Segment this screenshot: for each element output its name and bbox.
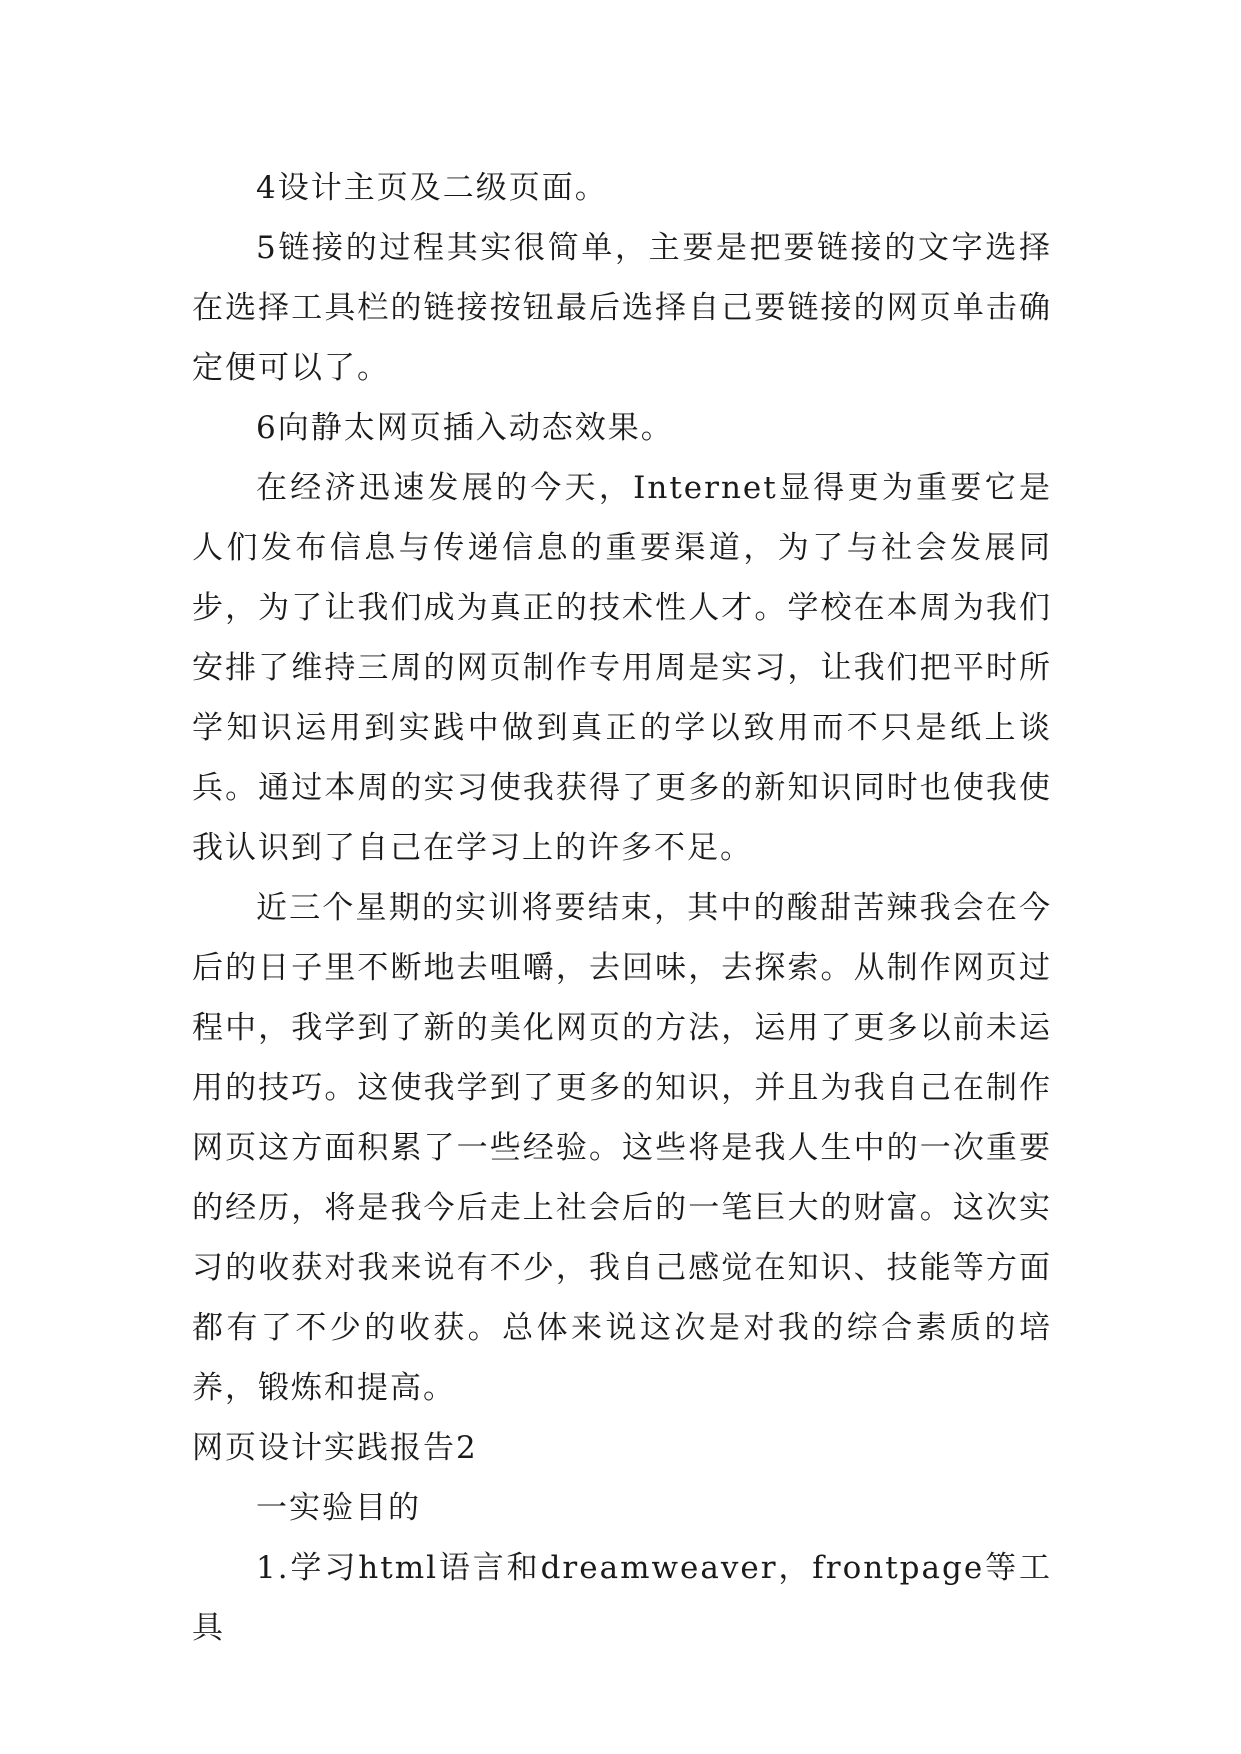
paragraph-step-4: 4设计主页及二级页面。 [256,170,608,206]
document-body [192,158,1052,1658]
paragraph-step-5: 5链接的过程其实很简单，主要是把要链接的文字选择在选择工具栏的链接按钮最后选择自己要链接的网页单击确定便可以了。 [192,230,1052,386]
paragraph-purpose-1: 1.学习html语言和dreamweaver，frontpage等工具 [192,1550,1052,1646]
paragraph-internet: 在经济迅速发展的今天，Internet显得更为重要它是人们发布信息与传递信息的重要渠道，为了与社会发展同步，为了让我们成为真正的技术性人才。学校在本周为我们安排了维持三周的网页制作专用周是实习，让我们把平时所学知识运用到实践中做到真正的学以致用而不只是纸上谈兵。通过本周的实习使我获得了更多的新知识同时也使我使我认识到了自己在学习上的许多不足。 [192,470,1052,866]
paragraph-step-6: 6向静太网页插入动态效果。 [256,410,674,446]
section-heading-purpose: 一实验目的 [256,1490,421,1526]
paragraph-summary: 近三个星期的实训将要结束，其中的酸甜苦辣我会在今后的日子里不断地去咀嚼，去回味，去探索。从制作网页过程中，我学到了新的美化网页的方法，运用了更多以前未运用的技巧。这使我学到了更多的知识，并且为我自己在制作网页这方面积累了一些经验。这些将是我人生中的一次重要的经历，将是我今后走上社会后的一笔巨大的财富。这次实习的收获对我来说有不少，我自己感觉在知识、技能等方面都有了不少的收获。总体来说这次是对我的综合素质的培养，锻炼和提高。 [192,890,1052,1406]
report-heading: 网页设计实践报告2 [192,1430,478,1466]
